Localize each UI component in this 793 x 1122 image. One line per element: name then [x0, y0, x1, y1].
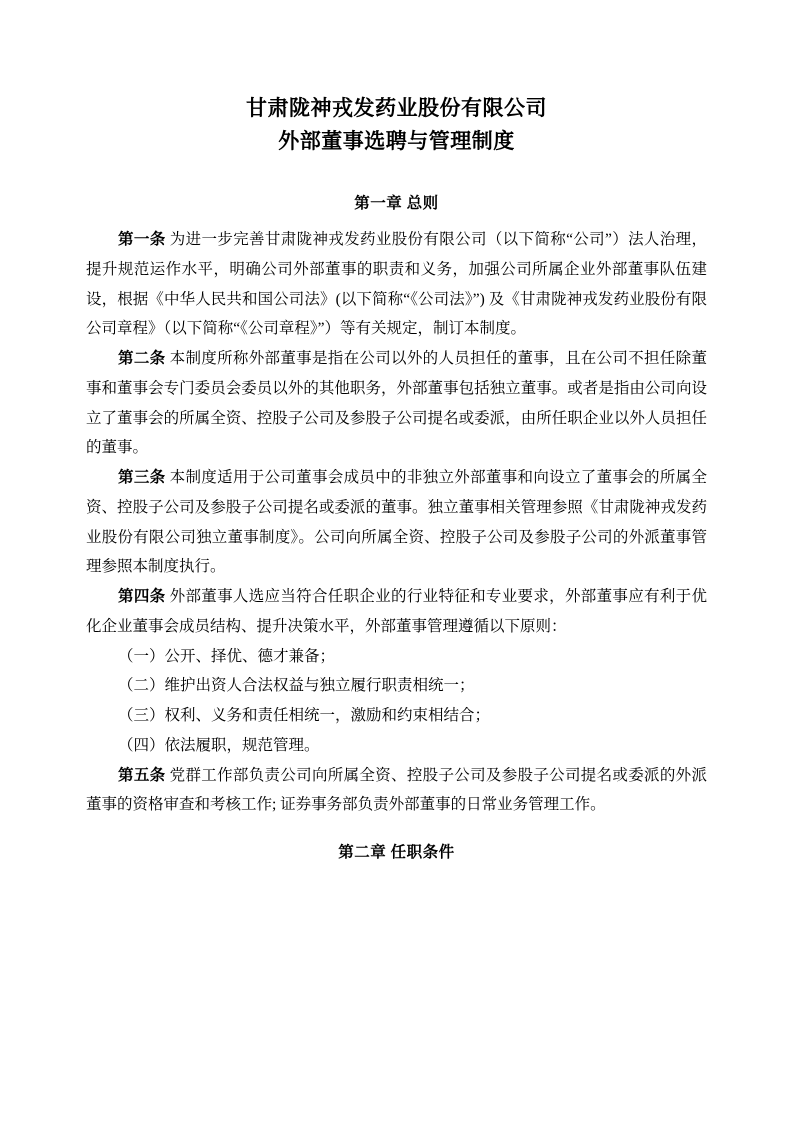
- document-title-line-2: 外部董事选聘与管理制度: [278, 128, 515, 153]
- article-5: [86, 761, 707, 821]
- article-2-label: 第二条: [118, 350, 166, 368]
- principle-item-1: （一）公开、择优、德才兼备；: [118, 647, 336, 665]
- document-title: [86, 92, 707, 157]
- article-1-text: 为进一步完善甘肃陇神戎发药业股份有限公司（以下简称“公司”）法人治理，提升规范运作水平，明确公司外部董事的职责和义务，加强公司所属企业外部董事队伍建设，根据《中华人民共和国公司法》(以下简称“《公司法》”) 及《甘肃陇神戎发药业股份有限公司章程》（以下简称“《公司章程》”）等有关规定，制订本制度。: [86, 231, 707, 338]
- article-4: [86, 582, 707, 642]
- principle-item-2: （二）维护出资人合法权益与独立履行职责相统一；: [118, 677, 475, 695]
- article-4-text: 外部董事人选应当符合任职企业的行业特征和专业要求，外部董事应有利于优化企业董事会成员结构、提升决策水平，外部董事管理遵循以下原则：: [86, 588, 707, 635]
- principle-item-3: （三）权利、义务和责任相统一，激励和约束相结合；: [118, 707, 491, 725]
- article-5-label: 第五条: [118, 766, 166, 784]
- article-3-text: 本制度适用于公司董事会成员中的非独立外部董事和向设立了董事会的所属全资、控股子公司及参股子公司提名或委派的董事。独立董事相关管理参照《甘肃陇神戎发药业股份有限公司独立董事制度》。公司向所属全资、控股子公司及参股子公司的外派董事管理参照本制度执行。: [86, 469, 707, 576]
- article-3: [86, 463, 707, 582]
- chapter-heading-2: 第二章 任职条件: [338, 844, 455, 862]
- article-3-label: 第三条: [118, 469, 166, 487]
- principle-item-4: （四）依法履职，规范管理。: [118, 736, 320, 754]
- document-title-line-1: 甘肃陇神戎发药业股份有限公司: [246, 96, 547, 120]
- article-4-label: 第四条: [118, 588, 166, 606]
- article-5-text: 党群工作部负责公司向所属全资、控股子公司及参股子公司提名或委派的外派董事的资格审查和考核工作; 证券事务部负责外部董事的日常业务管理工作。: [86, 766, 707, 814]
- chapter-heading-1: 第一章 总则: [354, 195, 439, 213]
- article-1-label: 第一条: [118, 231, 166, 249]
- article-2: [86, 344, 707, 463]
- article-2-text: 本制度所称外部董事是指在公司以外的人员担任的董事，且在公司不担任除董事和董事会专门委员会委员以外的其他职务，外部董事包括独立董事。或者是指由公司向设立了董事会的所属全资、控股子公司及参股子公司提名或委派，由所任职企业以外人员担任的董事。: [86, 350, 707, 457]
- article-1: [86, 225, 707, 344]
